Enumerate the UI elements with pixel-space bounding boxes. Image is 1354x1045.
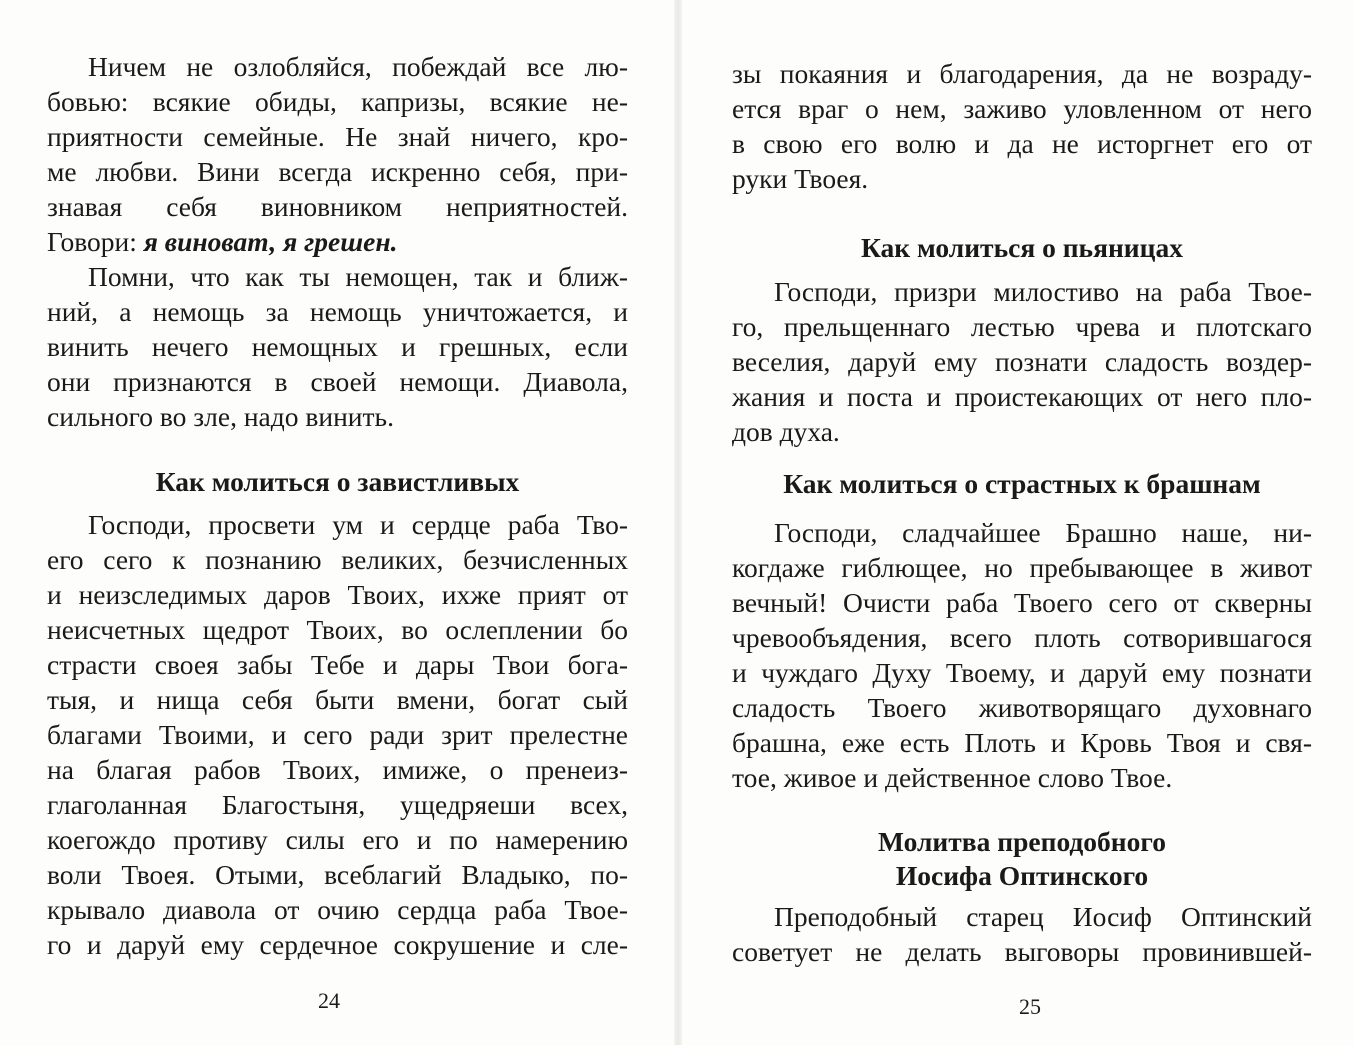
- right-page: [682, 0, 1354, 1045]
- text-line: на благая рабов Твоих, имиже, о пренеиз-: [47, 754, 628, 785]
- section-heading: Как молиться о страстных к брашнам: [783, 468, 1261, 499]
- text-line: ется враг о нем, заживо уловленном от него: [732, 93, 1312, 124]
- text-line: коегождо противу силы его и по намерению: [47, 824, 628, 855]
- text-line: жания и поста и проистекающих от него пло-: [732, 381, 1312, 412]
- section-heading: Как молиться о пьяницах: [860, 232, 1183, 263]
- text-line: веселия, даруй ему познати сладость воздер-: [732, 346, 1312, 377]
- text-span: Говори:: [47, 226, 144, 257]
- text-line: глаголанная Благостыня, ущедряеши всех,: [47, 789, 628, 820]
- text-line: приятности семейные. Не знай ничего, кро-: [47, 121, 628, 152]
- text-line: тыя, и нища себя быти вмени, богат сый: [47, 684, 628, 715]
- text-line: ний, а немощь за немощь уничтожается, и: [47, 296, 628, 327]
- text-line: они признаются в своей немощи. Диавола,: [47, 366, 628, 397]
- section-heading: Молитва преподобного: [878, 826, 1166, 857]
- text-line: и чуждаго Духу Твоему, и даруй ему познати: [732, 657, 1312, 688]
- text-line: тое, живое и действенное слово Твое.: [732, 762, 1173, 793]
- text-line: в свою его волю и да не исторгнет его от: [732, 128, 1312, 159]
- page-number: 24: [318, 988, 340, 1013]
- text-line: го, прельщеннаго лестью чрева и плотскаго: [732, 311, 1312, 342]
- text-line: Господи, сладчайшее Брашно наше, ни-: [774, 517, 1312, 548]
- text-line: и неизследимых даров Твоих, ихже прият от: [47, 579, 628, 610]
- text-line: страсти своея забы Тебе и дары Твои бога-: [47, 649, 628, 680]
- text-line: Господи, просвети ум и сердце раба Тво-: [88, 509, 628, 540]
- text-line: зы покаяния и благодарения, да не возраду-: [732, 58, 1312, 89]
- text-line: знавая себя виновником неприятностей.: [47, 191, 628, 222]
- text-line: винить нечего немощных и грешных, если: [47, 331, 628, 362]
- left-page: [0, 0, 674, 1045]
- section-heading: Как молиться о завистливых: [155, 466, 520, 497]
- text-line: крывало диавола от очию сердца раба Твое-: [47, 894, 628, 925]
- text-line: неисчетных щедрот Твоих, во ослеплении бо: [47, 614, 628, 645]
- text-line: [47, 224, 628, 260]
- emphasis-text: я виноват, я грешен.: [143, 226, 398, 257]
- page-number: 25: [1019, 994, 1041, 1019]
- text-line: чревообъядения, всего плоть сотворившагося: [732, 622, 1312, 653]
- text-line: бовью: всякие обиды, капризы, всякие не-: [47, 86, 628, 117]
- text-line: советует не делать выговоры провинившей-: [732, 936, 1312, 967]
- text-line: ме любви. Вини всегда искренно себя, при-: [47, 156, 628, 187]
- text-line: дов духа.: [732, 416, 840, 447]
- text-line: брашна, еже есть Плоть и Кровь Твоя и свя-: [732, 727, 1312, 758]
- text-line: когдаже гиблющее, но пребывающее в живот: [732, 552, 1312, 583]
- text-line: сильного во зле, надо винить.: [47, 401, 394, 432]
- text-line: Помни, что как ты немощен, так и ближ-: [88, 261, 628, 292]
- text-line: руки Твоея.: [732, 163, 869, 194]
- text-line: Преподобный старец Иосиф Оптинский: [774, 901, 1312, 932]
- section-heading: Иосифа Оптинского: [895, 860, 1149, 891]
- book-gutter: [674, 0, 682, 1045]
- text-line: его сего к познанию великих, безчисленных: [47, 544, 628, 575]
- text-line: го и даруй ему сердечное сокрушение и сле-: [47, 929, 628, 960]
- text-line: сладость Твоего животворящаго духовнаго: [732, 692, 1312, 723]
- text-line: Ничем не озлобляйся, побеждай все лю-: [88, 51, 628, 82]
- text-line: Господи, призри милостиво на раба Твое-: [774, 276, 1312, 307]
- text-line: благами Твоими, и сего ради зрит прелестне: [47, 719, 628, 750]
- text-line: воли Твоея. Отыми, всеблагий Владыко, по-: [47, 859, 628, 890]
- text-line: вечный! Очисти раба Твоего сего от скверны: [732, 587, 1312, 618]
